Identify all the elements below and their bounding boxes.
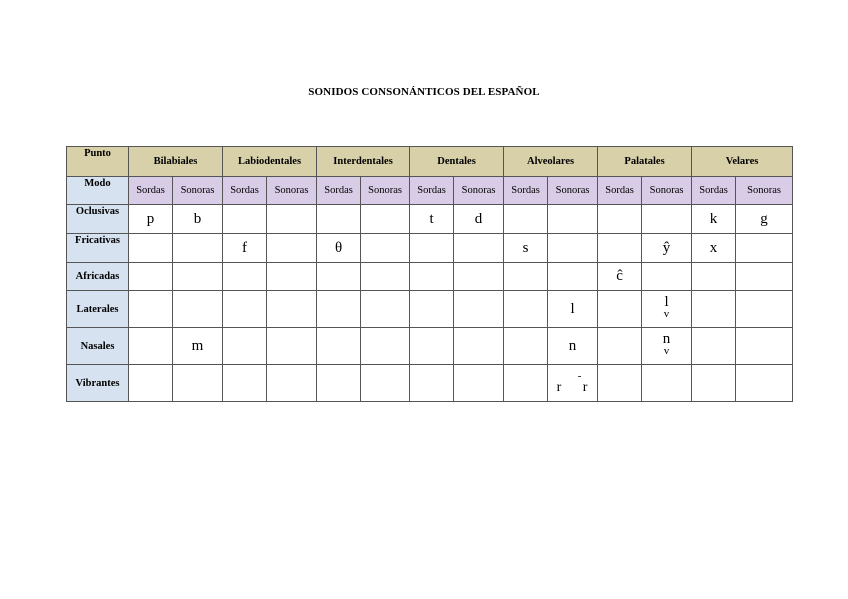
empty-cell — [173, 263, 223, 291]
row-nasales — [67, 328, 793, 365]
manner-oclusivas: Oclusivas — [67, 205, 129, 234]
empty-cell — [598, 205, 642, 234]
empty-cell — [173, 291, 223, 328]
empty-cell — [267, 291, 317, 328]
voice-sonoras: Sonoras — [642, 177, 692, 205]
voice-sordas: Sordas — [410, 177, 454, 205]
empty-cell — [642, 365, 692, 402]
empty-cell — [361, 263, 410, 291]
phoneme-cell: t — [410, 205, 454, 234]
place-interdentales: Interdentales — [317, 147, 410, 177]
empty-cell — [267, 263, 317, 291]
phoneme-cell — [642, 291, 692, 328]
phoneme-cell: θ — [317, 234, 361, 263]
voice-sordas: Sordas — [223, 177, 267, 205]
phoneme-cell: x — [692, 234, 736, 263]
empty-cell — [692, 365, 736, 402]
place-labiodentales: Labiodentales — [223, 147, 317, 177]
empty-cell — [454, 234, 504, 263]
palatal-nasal-symbol — [663, 333, 671, 357]
empty-cell — [642, 205, 692, 234]
phoneme-cell: ĉ — [598, 263, 642, 291]
vibrant-symbols — [549, 371, 597, 394]
empty-cell — [598, 234, 642, 263]
manner-laterales: Laterales — [67, 291, 129, 328]
empty-cell — [548, 263, 598, 291]
diacritic-mark: v — [663, 308, 670, 320]
empty-cell — [173, 234, 223, 263]
voice-sonoras: Sonoras — [267, 177, 317, 205]
empty-cell — [361, 234, 410, 263]
empty-cell — [454, 328, 504, 365]
phoneme-cell: ŷ — [642, 234, 692, 263]
empty-cell — [129, 234, 173, 263]
empty-cell — [642, 263, 692, 291]
phoneme-cell: n — [548, 328, 598, 365]
empty-cell — [317, 263, 361, 291]
empty-cell — [504, 328, 548, 365]
empty-cell — [736, 234, 793, 263]
empty-cell — [223, 365, 267, 402]
phoneme-cell — [548, 365, 598, 402]
empty-cell — [129, 365, 173, 402]
voice-sordas: Sordas — [598, 177, 642, 205]
empty-cell — [736, 291, 793, 328]
empty-cell — [504, 291, 548, 328]
empty-cell — [504, 365, 548, 402]
phoneme-letter: l — [664, 294, 669, 310]
empty-cell — [410, 328, 454, 365]
empty-cell — [598, 291, 642, 328]
empty-cell — [223, 328, 267, 365]
empty-cell — [736, 263, 793, 291]
manner-africadas: Africadas — [67, 263, 129, 291]
phoneme-cell: d — [454, 205, 504, 234]
empty-cell — [317, 205, 361, 234]
empty-cell — [223, 205, 267, 234]
voice-sordas: Sordas — [129, 177, 173, 205]
voice-sonoras: Sonoras — [736, 177, 793, 205]
empty-cell — [504, 263, 548, 291]
empty-cell — [692, 263, 736, 291]
voice-sordas: Sordas — [504, 177, 548, 205]
empty-cell — [736, 365, 793, 402]
manner-fricativas: Fricativas — [67, 234, 129, 263]
empty-cell — [361, 205, 410, 234]
phoneme-letter: n — [662, 331, 671, 347]
empty-cell — [548, 205, 598, 234]
empty-cell — [692, 291, 736, 328]
empty-cell — [454, 365, 504, 402]
row-fricativas — [67, 234, 793, 263]
empty-cell — [598, 328, 642, 365]
consonant-table — [66, 146, 793, 402]
empty-cell — [317, 291, 361, 328]
empty-cell — [410, 263, 454, 291]
manner-vibrantes: Vibrantes — [67, 365, 129, 402]
phoneme-cell: k — [692, 205, 736, 234]
empty-cell — [317, 328, 361, 365]
place-alveolares: Alveolares — [504, 147, 598, 177]
phoneme-cell: s — [504, 234, 548, 263]
empty-cell — [223, 291, 267, 328]
empty-cell — [173, 365, 223, 402]
voice-sordas: Sordas — [692, 177, 736, 205]
phoneme-cell: g — [736, 205, 793, 234]
empty-cell — [223, 263, 267, 291]
empty-cell — [598, 365, 642, 402]
voice-sonoras: Sonoras — [548, 177, 598, 205]
voice-sonoras: Sonoras — [454, 177, 504, 205]
voice-sordas: Sordas — [317, 177, 361, 205]
phoneme-cell: m — [173, 328, 223, 365]
diacritic-mark: - — [577, 369, 582, 382]
empty-cell — [548, 234, 598, 263]
empty-cell — [267, 328, 317, 365]
empty-cell — [267, 234, 317, 263]
empty-cell — [692, 328, 736, 365]
page-title: SONIDOS CONSONÁNTICOS DEL ESPAÑOL — [308, 86, 540, 98]
empty-cell — [129, 263, 173, 291]
empty-cell — [361, 291, 410, 328]
empty-cell — [504, 205, 548, 234]
empty-cell — [317, 365, 361, 402]
phoneme-letters: r r — [556, 379, 597, 395]
place-velares: Velares — [692, 147, 793, 177]
row-vibrantes — [67, 365, 793, 402]
empty-cell — [267, 365, 317, 402]
manner-nasales: Nasales — [67, 328, 129, 365]
phoneme-cell: f — [223, 234, 267, 263]
empty-cell — [267, 205, 317, 234]
corner-punto: Punto — [67, 147, 129, 177]
row-africadas — [67, 263, 793, 291]
phoneme-cell — [642, 328, 692, 365]
empty-cell — [361, 365, 410, 402]
corner-modo: Modo — [67, 177, 129, 205]
empty-cell — [454, 263, 504, 291]
phoneme-cell: p — [129, 205, 173, 234]
header-row-voicing — [67, 177, 793, 205]
phoneme-cell: l — [548, 291, 598, 328]
empty-cell — [410, 291, 454, 328]
empty-cell — [410, 234, 454, 263]
empty-cell — [454, 291, 504, 328]
row-oclusivas — [67, 205, 793, 234]
place-palatales: Palatales — [598, 147, 692, 177]
empty-cell — [361, 328, 410, 365]
palatal-lateral-symbol — [664, 296, 670, 320]
phoneme-cell: b — [173, 205, 223, 234]
empty-cell — [129, 291, 173, 328]
header-row-places — [67, 147, 793, 177]
voice-sonoras: Sonoras — [361, 177, 410, 205]
place-bilabiales: Bilabiales — [129, 147, 223, 177]
empty-cell — [736, 328, 793, 365]
empty-cell — [410, 365, 454, 402]
place-dentales: Dentales — [410, 147, 504, 177]
diacritic-mark: v — [663, 345, 670, 357]
voice-sonoras: Sonoras — [173, 177, 223, 205]
row-laterales — [67, 291, 793, 328]
empty-cell — [129, 328, 173, 365]
